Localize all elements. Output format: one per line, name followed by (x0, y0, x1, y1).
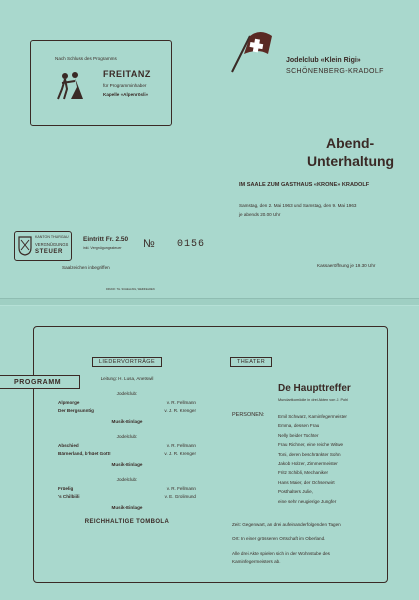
person: Emma, dessen Frau (278, 423, 320, 429)
tombola: REICHHALTIGE TOMBOLA (84, 519, 170, 525)
persons-label: PERSONEN: (232, 412, 265, 418)
coat-of-arms-icon (18, 236, 32, 256)
swiss-flag-icon (228, 26, 278, 76)
printer-credit: DRUCK: TH. SCHELLING, WEINFELDEN (106, 288, 155, 291)
songs-column (58, 350, 196, 525)
event-dates: Samstag, den 2. Mai 1963 und Samstag, den 9. Mai 1963 (239, 203, 357, 208)
song-title: Abschied (58, 443, 79, 448)
event-venue: IM SAALE ZUM GASTHAUS «KRONE» KRADOLF (239, 182, 370, 188)
ad-line2: für Programminhaber (103, 83, 147, 88)
song-row (58, 486, 196, 491)
song-author: v. J. R. Krenger (164, 451, 196, 456)
group-by: Jodelclub: (116, 477, 138, 482)
song-title: Früelig (58, 486, 74, 491)
club-name: Jodelclub «Klein Rigi» (286, 57, 361, 64)
person: eine sehr neugierige Jungfer (278, 498, 337, 504)
group-by: Jodelclub: (116, 434, 138, 439)
person: Toni, deren beschränkter Sohn (278, 451, 341, 457)
dancing-couple-icon (53, 71, 87, 101)
song-title: Der Bergsunntig (58, 408, 94, 413)
ad-line3: Kapelle «Alpenrösli» (103, 92, 149, 97)
person: Nelly beider Tochter (278, 432, 319, 438)
song-title: Bärnerland, b'hüet Gott! (58, 451, 111, 456)
play-title: De Haupttreffer (278, 383, 351, 394)
person: Jakob Holzer, Zimmermeister (278, 461, 338, 467)
person: Frau Richner, eine reiche Witwe (278, 442, 344, 448)
theater-header: THEATER (230, 357, 272, 367)
song-row (58, 451, 196, 456)
program-label: PROGRAMM (14, 378, 62, 386)
song-title: Alpmorge (58, 400, 80, 405)
song-row (58, 400, 196, 405)
ticket-number: 0156 (177, 239, 206, 250)
stamp-line1: KANTON THURGAU (35, 235, 69, 239)
theater-column (230, 350, 380, 368)
ad-title: FREITANZ (103, 69, 151, 79)
group-by: Jodelclub: (116, 391, 138, 396)
person: Fritz Schibli, Mechaniker (278, 470, 329, 476)
ticket-note: Saalzeichen inbegriffen (62, 265, 110, 270)
person: Emil Schwarz, Kaminfegermeister (278, 414, 347, 419)
event-title-line1: Abend- (326, 135, 375, 151)
interlude: Musik-Einlage (111, 505, 143, 510)
play-time: Zeit: Gegenwart, an drei aufeinanderfolgenden Tagen (232, 522, 341, 527)
person: Hans Maier, der Ochsenwirt (278, 479, 335, 485)
interlude: Musik-Einlage (111, 462, 143, 467)
songs-header: LIEDERVORTRÄGE (92, 357, 162, 367)
ticket-price: Eintritt Fr. 2.50 (83, 236, 129, 243)
song-author: v. E. Grolimund (164, 494, 196, 499)
song-row (58, 443, 196, 448)
song-author: v. R. Fellmann (166, 443, 196, 448)
event-title-line2: Unterhaltung (307, 153, 395, 169)
ad-box (30, 40, 172, 126)
play-setting: Alle drei Akte spielen sich in der Wohnstube des Kaminfegermeisters ab. (232, 551, 330, 564)
fold-line (0, 298, 419, 306)
song-author: v. R. Fellmann (166, 400, 196, 405)
song-author: v. R. Fellmann (166, 486, 196, 491)
songs-director: Leitung: H. Lusa, Anetswil (100, 376, 154, 381)
event-time: je abends 20.00 Uhr (239, 212, 281, 217)
stamp-line2: VERGNÜGUNGS (35, 242, 69, 247)
song-row (58, 408, 196, 413)
ad-line1: Nach Schluss des Programms (55, 56, 117, 61)
doors-open: Kassaeröffnung je 19.30 Uhr (317, 263, 376, 268)
stamp-line3: STEUER (35, 249, 63, 255)
club-place: SCHÖNENBERG-KRADOLF (286, 68, 384, 75)
ticket-number-label: № (143, 238, 155, 250)
song-title: 's Chilbiili (58, 494, 80, 499)
song-row (58, 494, 196, 499)
tax-stamp (14, 231, 72, 261)
person: Posthalters Julie, (278, 489, 313, 495)
play-place: Ort: In einer grösseren Ortschaft im Oberland. (232, 536, 326, 541)
play-subtitle: Mundartkomödie in drei Akten von J. Pohl (278, 398, 349, 402)
interlude: Musik-Einlage (111, 419, 143, 424)
ticket-price-note: inkl. Vergnügungssteuer (83, 246, 122, 250)
song-author: v. J. R. Krenger (164, 408, 196, 413)
persons-list (278, 412, 388, 506)
